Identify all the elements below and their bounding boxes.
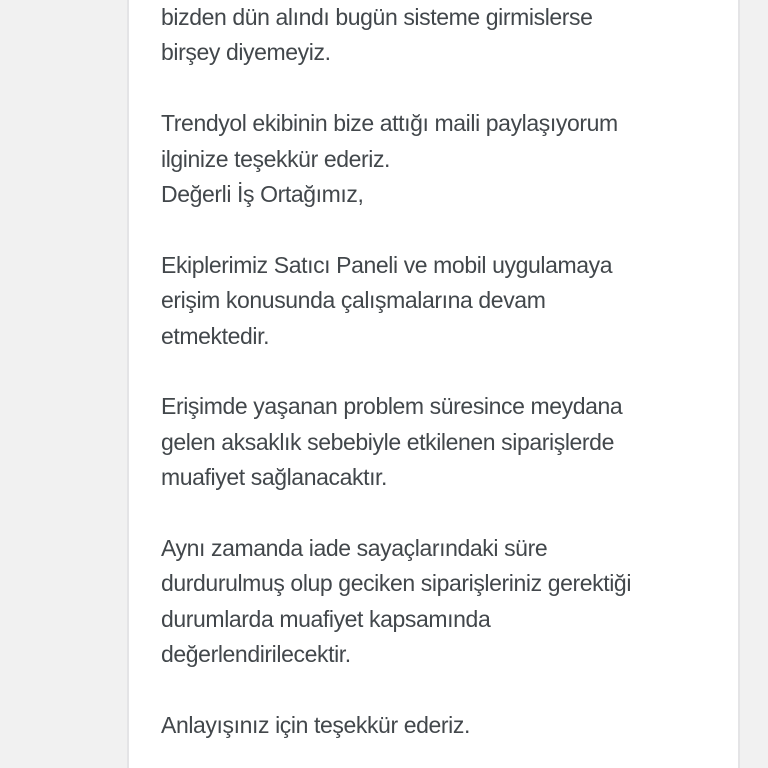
post-text-line: etmektedir. <box>161 322 270 349</box>
post-text-line: birşey diyemeyiz. <box>161 39 331 66</box>
post-text-line: Erişimde yaşanan problem süresince meydana <box>161 393 623 420</box>
post-text-line: Trendyol ekibinin bize attığı maili paylaşıyorum <box>161 110 618 137</box>
post-text-line: erişim konusunda çalışmalarına devam <box>161 287 546 314</box>
post-paragraph <box>161 106 716 212</box>
post-paragraph <box>161 531 716 673</box>
post-paragraph <box>161 0 716 71</box>
post-paragraph <box>161 248 716 354</box>
post-text-line: muafiyet sağlanacaktır. <box>161 464 388 491</box>
post-paragraph <box>161 389 716 495</box>
post-text-line: değerlendirilecektir. <box>161 641 351 668</box>
post-text-line: bizden dün alındı bugün sisteme girmislerse <box>161 4 593 30</box>
post-text-line: Ekiplerimiz Satıcı Paneli ve mobil uygulamaya <box>161 251 613 278</box>
post-text-line: Aynı zamanda iade sayaçlarındaki süre <box>161 535 548 562</box>
post-text-line: ilginize teşekkür ederiz. <box>161 145 391 172</box>
post-content-panel <box>127 0 740 768</box>
post-text-line: gelen aksaklık sebebiyle etkilenen siparişlerde <box>161 428 614 455</box>
post-paragraph <box>161 708 716 743</box>
post-text-line: durdurulmuş olup geciken siparişleriniz gerektiği <box>161 570 632 597</box>
post-text-line: durumlarda muafiyet kapsamında <box>161 605 491 632</box>
post-body-text <box>161 0 716 743</box>
post-text-line: Anlayışınız için teşekkür ederiz. <box>161 712 470 739</box>
post-text-line: Değerli İş Ortağımız, <box>161 181 364 208</box>
